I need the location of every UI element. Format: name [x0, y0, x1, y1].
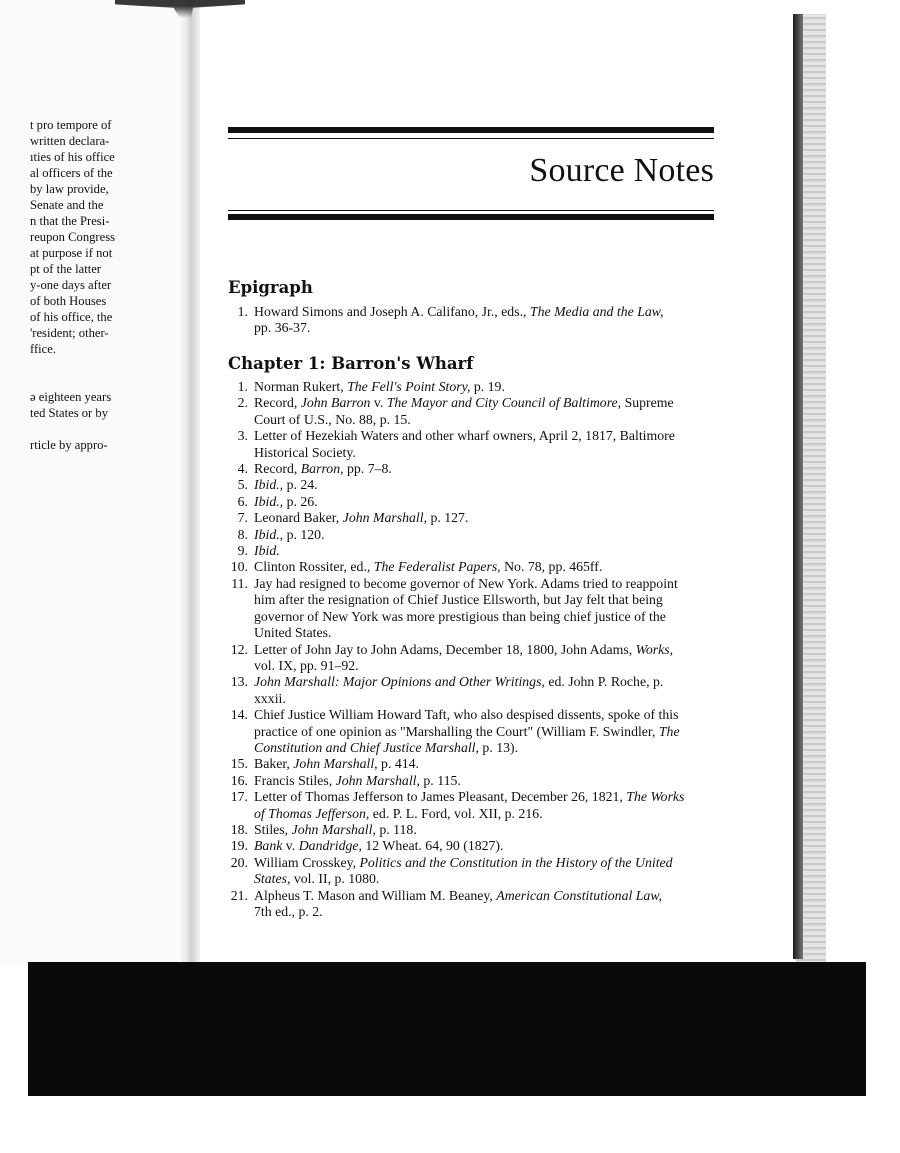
note-number: 16.: [230, 772, 248, 788]
left-page-text: [30, 117, 180, 453]
left-page-line: n that the Presi-: [30, 214, 110, 228]
note-text-line: Leonard Baker, John Marshall, p. 127.: [254, 510, 469, 526]
source-note: [228, 559, 720, 575]
note-number: 21.: [230, 887, 248, 903]
left-page-line: ted States or by: [30, 406, 108, 420]
note-number: 13.: [230, 674, 248, 690]
note-number: 3.: [237, 428, 248, 444]
note-text-line: him after the resignation of Chief Justice Ellsworth, but Jay felt that being: [254, 592, 663, 608]
left-page-line: pt of the latter: [30, 262, 101, 276]
left-page-line: at purpose if not: [30, 246, 113, 260]
top-rule-thick: [228, 127, 714, 133]
left-page-line: [30, 373, 180, 389]
note-number: 1.: [237, 379, 248, 394]
note-text-line: Bank v. Dandridge, 12 Wheat. 64, 90 (1827).: [254, 838, 504, 854]
note-text-line: Ibid., p. 26.: [254, 493, 318, 509]
source-note: [228, 838, 720, 854]
note-number: 12.: [230, 641, 248, 657]
source-note: [228, 773, 720, 789]
source-note: [228, 304, 720, 337]
note-text-line: Baker, John Marshall, p. 414.: [254, 756, 419, 772]
top-rule-thin: [228, 138, 714, 139]
source-note: [228, 674, 720, 707]
left-page-line: y-one days after: [30, 278, 112, 292]
note-text-line: Constitution and Chief Justice Marshall, p. 13).: [254, 739, 519, 755]
note-text-line: Howard Simons and Joseph A. Califano, Jr., eds., The Media and the Law,: [254, 304, 664, 319]
note-text-line: Historical Society.: [254, 444, 356, 460]
note-number: 15.: [230, 756, 248, 772]
note-text-line: Stiles, John Marshall, p. 118.: [254, 821, 417, 837]
source-note: [228, 707, 720, 756]
left-page-line: of both Houses: [30, 294, 107, 308]
epigraph-notes: [228, 304, 720, 337]
source-note: [228, 888, 720, 921]
left-page-line: written declara-: [30, 134, 110, 148]
note-number: 14.: [230, 707, 248, 723]
left-page-line: rticle by appro-: [30, 438, 108, 452]
left-page-line: 'resident; other-: [30, 326, 109, 340]
left-page-line: Senate and the: [30, 198, 104, 212]
left-facing-page: [0, 0, 190, 965]
source-note: [228, 789, 720, 822]
note-text-line: Ibid.: [254, 543, 280, 559]
right-margin: [826, 14, 900, 964]
bottom-scan-border: [28, 962, 866, 1096]
note-text-line: governor of New York was more prestigious than being chief justice of the: [254, 608, 666, 624]
note-text-line: Francis Stiles, John Marshall, p. 115.: [254, 772, 461, 788]
source-note: [228, 756, 720, 772]
left-page-line: [30, 421, 180, 437]
note-text-line: Letter of Thomas Jefferson to James Pleasant, December 26, 1821, The Works: [254, 789, 685, 805]
title-rule-thin: [228, 210, 714, 211]
section-heading-epigraph: Epigraph: [228, 278, 313, 297]
source-note: [228, 543, 720, 559]
note-number: 6.: [237, 493, 248, 509]
note-text-line: pp. 36-37.: [254, 320, 311, 336]
note-text-line: vol. IX, pp. 91–92.: [254, 657, 359, 673]
section-heading-chapter-1: Chapter 1: Barron's Wharf: [228, 354, 474, 373]
note-number: 9.: [237, 543, 248, 559]
note-text-line: States, vol. II, p. 1080.: [254, 871, 380, 887]
note-text-line: Record, Barron, pp. 7–8.: [254, 461, 392, 477]
note-text-line: Chief Justice William Howard Taft, who also despised dissents, spoke of this: [254, 707, 679, 723]
note-number: 5.: [237, 477, 248, 493]
left-page-line: [30, 357, 180, 373]
note-text-line: Norman Rukert, The Fell's Point Story, p. 19.: [254, 379, 505, 394]
note-text-line: Alpheus T. Mason and William M. Beaney, American Constitutional Law,: [254, 887, 662, 903]
note-number: 8.: [237, 526, 248, 542]
left-page-line: t pro tempore of: [30, 118, 112, 132]
source-note: [228, 477, 720, 493]
note-number: 18.: [230, 821, 248, 837]
note-number: 19.: [230, 838, 248, 854]
source-note: [228, 461, 720, 477]
source-note: [228, 379, 720, 395]
note-text-line: Letter of John Jay to John Adams, December 18, 1800, John Adams, Works,: [254, 641, 674, 657]
note-text-line: Clinton Rossiter, ed., The Federalist Papers, No. 78, pp. 465ff.: [254, 559, 603, 575]
source-note: [228, 576, 720, 642]
note-number: 17.: [230, 789, 248, 805]
left-page-line: al officers of the: [30, 166, 113, 180]
left-page-line: ffice.: [30, 342, 56, 356]
note-text-line: Letter of Hezekiah Waters and other wharf owners, April 2, 1817, Baltimore: [254, 428, 675, 444]
source-note: [228, 395, 720, 428]
note-text-line: United States.: [254, 625, 332, 641]
note-text-line: of Thomas Jefferson, ed. P. L. Ford, vol. XII, p. 216.: [254, 805, 543, 821]
note-number: 20.: [230, 854, 248, 870]
note-number: 10.: [230, 559, 248, 575]
note-text-line: Jay had resigned to become governor of New York. Adams tried to reappoint: [254, 575, 678, 591]
source-note: [228, 428, 720, 461]
left-page-line: reupon Congress: [30, 230, 115, 244]
note-text-line: Record, John Barron v. The Mayor and City Council of Baltimore, Supreme: [254, 395, 674, 411]
note-text-line: William Crosskey, Politics and the Constitution in the History of the United: [254, 854, 673, 870]
note-text-line: John Marshall: Major Opinions and Other Writings, ed. John P. Roche, p.: [254, 674, 664, 690]
left-page-line: ə eighteen years: [30, 390, 112, 404]
source-note: [228, 822, 720, 838]
source-notes-page: [200, 0, 790, 960]
source-note: [228, 494, 720, 510]
page-gutter: [178, 0, 200, 965]
note-text-line: Court of U.S., No. 88, p. 15.: [254, 411, 411, 427]
source-note: [228, 527, 720, 543]
left-page-line: by law provide,: [30, 182, 109, 196]
note-number: 7.: [237, 510, 248, 526]
note-text-line: Ibid., p. 24.: [254, 477, 318, 493]
note-text-line: xxxii.: [254, 690, 286, 706]
note-number: 1.: [237, 304, 248, 319]
note-number: 11.: [231, 575, 248, 591]
source-note: [228, 510, 720, 526]
note-number: 4.: [237, 461, 248, 477]
title-rule-thick: [228, 214, 714, 220]
source-note: [228, 855, 720, 888]
note-text-line: 7th ed., p. 2.: [254, 904, 323, 919]
left-page-line: of his office, the: [30, 310, 113, 324]
right-edge-shadow: [793, 14, 803, 959]
left-page-line: ıties of his office: [30, 150, 115, 164]
note-text-line: Ibid., p. 120.: [254, 526, 325, 542]
page-title: Source Notes: [529, 152, 714, 189]
chapter-1-notes: [228, 379, 720, 920]
note-text-line: practice of one opinion as "Marshalling the Court" (William F. Swindler, The: [254, 723, 680, 739]
source-note: [228, 642, 720, 675]
note-number: 2.: [237, 395, 248, 411]
